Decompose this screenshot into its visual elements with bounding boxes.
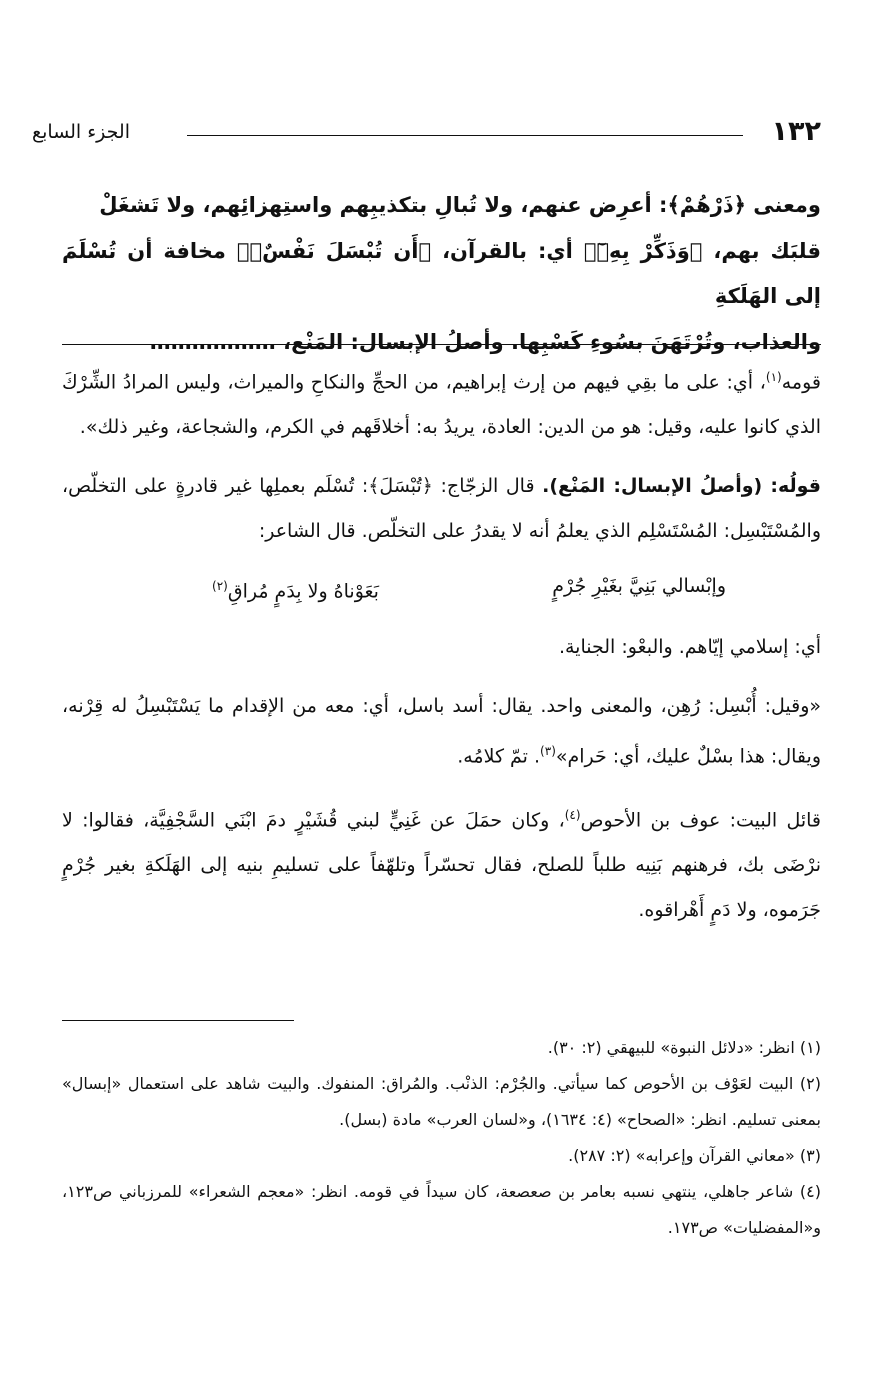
footnote-rule bbox=[62, 1020, 294, 1021]
paragraph-text: قال الزجّاج: ﴿تُبْسَلَ﴾: تُسْلَم بعملِها غير قادرةٍ على التخلّص، والمُسْتَبْسِل: المُسْتَسْلِم الذي يعلمُ أنه لا يقدرُ على التخلّص. قال الشاعر: bbox=[62, 475, 821, 543]
part-title: الجزء السابع bbox=[32, 121, 130, 143]
commentary-paragraph: أي: إسلامي إيّاهم. والبعْو: الجناية. bbox=[558, 635, 821, 658]
footnote: (٣) «معاني القرآن وإعرابه» (٢: ٢٨٧). bbox=[568, 1146, 821, 1165]
paragraph-text: ، أي: على ما بقِي فيهم من إرث إبراهيم، من الحجِّ والنكاحِ والميراث، وليس المرادُ الشِّرْكَ الذي كانوا عليه، وقيل: هو من الدين: العادة، يريدُ به: أخلاقَهم في الكرم، والشجاعة، وغير ذلك». bbox=[62, 371, 821, 439]
commentary bbox=[62, 355, 821, 947]
verse-first-half: وإبْسالي بَنِيَّ بغَيْرِ جُرْمٍ bbox=[552, 575, 726, 598]
quoted-phrase: قولُه: (وأصلُ الإبسال: المَنْع). bbox=[542, 475, 821, 498]
poetry-verse bbox=[62, 564, 821, 614]
header-rule bbox=[187, 135, 743, 136]
footnotes bbox=[62, 1030, 821, 1246]
footnote-ref: (٤) bbox=[564, 807, 581, 822]
footnote-ref: (١) bbox=[765, 370, 782, 384]
main-text-line-content: والعذاب، وتُرْتَهَنَ بسُوءِ كَسْبِها. وأصلُ الإبسال: المَنْع، bbox=[283, 329, 821, 354]
paragraph-text: . تمّ كلامُه. bbox=[457, 744, 541, 767]
main-text-line: ومعنى ﴿ذَرْهُمْ﴾: أعرِض عنهم، ولا تُبالِ بتكذيبِهم واستِهزائِهم، ولا تَشغَلْ bbox=[99, 193, 821, 217]
main-text-rule bbox=[62, 344, 821, 345]
commentary-paragraph bbox=[62, 793, 821, 933]
verse-second-half bbox=[212, 564, 379, 614]
commentary-paragraph bbox=[62, 684, 821, 779]
paragraph-text: قائل البيت: عوف بن الأحوص bbox=[580, 809, 822, 832]
page-header bbox=[32, 112, 821, 152]
commentary-paragraph bbox=[62, 355, 821, 450]
paragraph-text: ، وكان حمَلَ عن غَنِيٍّ لبني قُشَيْرٍ دمَ ابْنَي السَّجْفِيَّة، فقالوا: لا نرْضَى بك، فرهنهم بَنِيه طلباً للصلح، فقال تحسّراً وتلهّفاً على تسليمِ بنيه إلى الهَلَكةِ بغير جُرْمٍ جَرَموه، ولا دَمٍ أَهْراقوه. bbox=[62, 809, 821, 922]
footnote-ref: (٣) bbox=[540, 743, 556, 758]
commentary-paragraph bbox=[62, 464, 821, 554]
footnote-ref: (٢) bbox=[212, 579, 228, 594]
footnote: (٢) البيت لعَوْف بن الأحوص كما سيأتي. والجُرْم: الذنْب. والمُراق: المنفوك. والبيت شاهد على استعمال «إبسال» بمعنى تسليم. انظر: «الصحاح» (٤: ١٦٣٤)، و«لسان العرب» مادة (بسل). bbox=[62, 1074, 821, 1129]
main-text bbox=[62, 183, 821, 365]
footnote: (١) انظر: «دلائل النبوة» للبيهقي (٢: ٣٠). bbox=[547, 1038, 821, 1057]
page-number: ١٣٢ bbox=[771, 116, 821, 147]
paragraph-text: «وقيل: أُبْسِل: رُهِن، والمعنى واحد. يقال: أسد باسل، أي: معه من الإقدام ما يَسْتَبْسِلُ له قِرْنه، ويقال: هذا بسْلٌ عليك، أي: حَرام» bbox=[62, 694, 821, 767]
footnote: (٤) شاعر جاهلي، ينتهي نسبه بعامر بن صعصعة، كان سيداً في قومه. انظر: «معجم الشعراء» للمرزباني ص١٢٣، و«المفضليات» ص١٧٣. bbox=[62, 1182, 821, 1237]
continuation-dots: ……………… bbox=[149, 329, 276, 354]
paragraph-text: قومه bbox=[781, 371, 821, 394]
verse-text: بَعَوْناهُ ولا بِدَمٍ مُراقِ bbox=[227, 580, 379, 603]
main-text-line: قلبَك بهم، ﴿وَذَكِّرْ بِهِۦٓ﴾ أي: بالقرآن، ﴿أَن تُبْسَلَ نَفْسٌۢ﴾ مخافة أن تُسْلَمَ إلى الهَلَكةِ bbox=[62, 238, 821, 308]
